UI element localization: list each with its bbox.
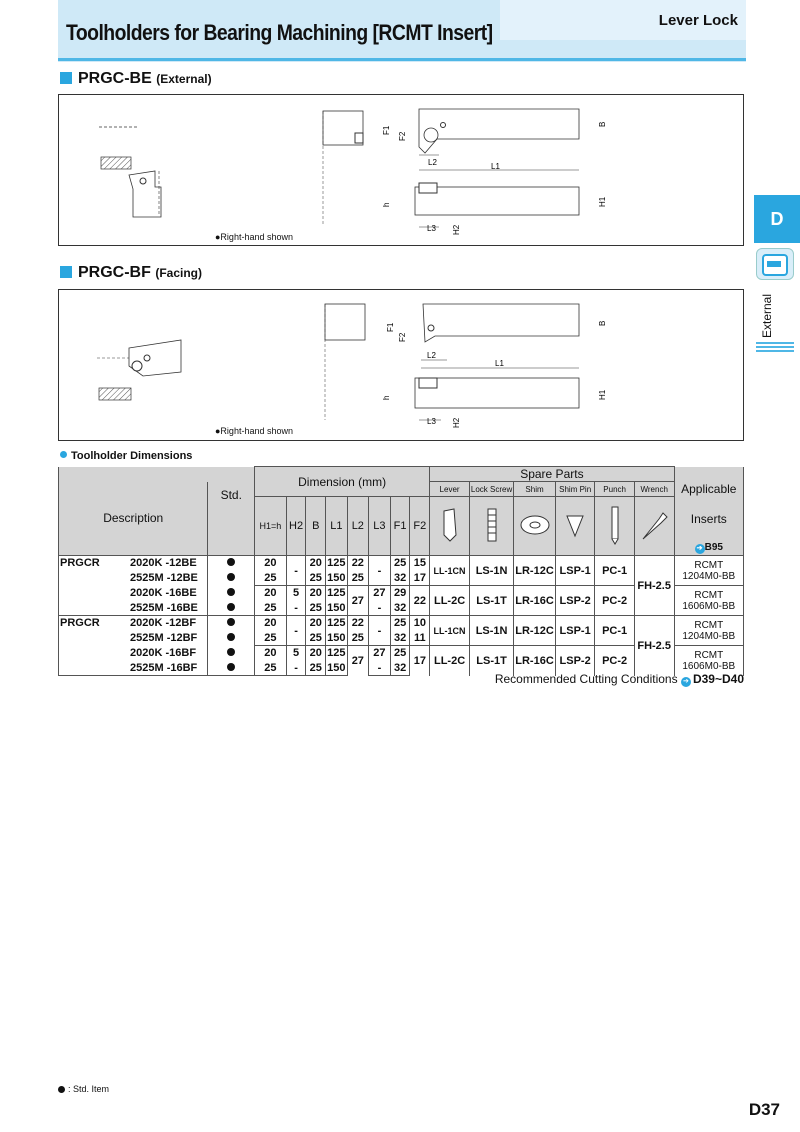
table-cell: RCMT 1606M0-BB [674,586,743,616]
table-cell: - [286,616,306,646]
arrow-icon: ➔ [681,677,691,687]
table-cell: 25 [306,631,326,646]
table-cell: 2525M -12BF [59,631,208,646]
table-cell: LSP-2 [555,646,595,676]
std-bullet-icon [227,558,235,566]
f2-header: F2 [410,497,430,556]
table-cell: 17 [410,571,430,586]
table-cell: 32 [390,631,410,646]
table-cell: - [369,556,391,586]
table-cell: 10 [410,616,430,631]
table-cell: RCMT 1204M0-BB [674,616,743,646]
bf-f2-label: F2 [398,332,407,342]
table-cell: LR-12C [514,556,556,586]
table-cell: 32 [390,571,410,586]
table-cell: 20 [306,646,326,661]
std-bullet-icon [227,573,235,581]
table-cell: LSP-2 [555,586,595,616]
table-cell: - [286,661,306,676]
bf-b-label: B [598,320,607,326]
table-cell: 11 [410,631,430,646]
lock-screw-icon [469,497,513,556]
external-tool-icon [756,248,794,280]
bf-h1-label: H1 [598,389,607,400]
h1-label: H1 [598,196,607,207]
table-cell: 25 [306,601,326,616]
table-cell: 27 [347,586,369,616]
table-cell: 17 [410,646,430,676]
footnote: : Std. Item [58,1084,109,1094]
table-cell: PRGCR 2020K -12BF [59,616,208,631]
table-cell: 15 [410,556,430,571]
section-prgc-be-heading: PRGC-BE (External) [60,70,212,88]
h2-header: H2 [286,497,306,556]
shim-pin-header: Shim Pin [555,482,595,497]
table-cell: LS-1T [469,586,513,616]
table-cell: 32 [390,601,410,616]
page-number: D37 [748,1100,780,1119]
table-cell: 32 [390,661,410,676]
table-cell [208,586,255,601]
table-cell: 2020K -16BF [59,646,208,661]
toolholder-dimensions-heading: Toolholder Dimensions [60,450,192,462]
table-cell: 25 [255,631,287,646]
inserts-header: Inserts [674,497,743,541]
table-cell: 150 [327,601,346,614]
right-hand-note: ●Right-hand shown [215,232,293,242]
table-cell: 25 [306,661,326,676]
spare-parts-header: Spare Parts [430,467,674,482]
std-header: Std. [208,482,255,556]
table-cell: 20 [255,646,287,661]
header-rule [58,58,746,61]
table-cell: 25 [347,571,369,586]
table-cell: 25 [255,601,287,616]
table-cell: LL-1CN [430,556,470,586]
table-cell: 2525M -16BE [59,601,208,616]
table-cell: 125 [327,587,346,600]
table-cell: 29 [390,586,410,601]
table-cell: 25 [390,616,410,631]
l3-label: L3 [427,224,436,233]
table-cell: 22 [410,586,430,616]
punch-icon [595,497,634,556]
table-cell: 2525M -12BE [59,571,208,586]
table-cell: - [286,601,306,616]
table-cell: 5 [286,586,306,601]
h2-label: H2 [452,224,461,235]
table-cell: 20 [306,586,326,601]
b-header: B [306,497,326,556]
f1-header: F1 [390,497,410,556]
l2-label: L2 [428,158,437,167]
table-cell: 20 [255,586,287,601]
prgc-bf-drawing [59,290,745,442]
table-cell: RCMT 1204M0-BB [674,556,743,586]
table-cell [208,631,255,646]
bf-h2-label: H2 [452,417,461,428]
shim-pin-icon [555,497,595,556]
wrench-header: Wrench [634,482,674,497]
h-label: h [382,202,391,207]
table-cell: LR-12C [514,616,556,646]
section-prgc-bf-heading: PRGC-BF (Facing) [60,264,202,282]
b95-ref: ➔ B95 [674,541,743,556]
table-cell: 20 [255,556,287,571]
table-cell: 27 [347,646,369,676]
external-label: External [760,293,774,338]
section-d-tab[interactable]: D [754,195,800,243]
std-bullet-icon [227,633,235,641]
table-cell: 125 [327,557,346,570]
table-cell: LS-1N [469,556,513,586]
right-hand-note-2: ●Right-hand shown [215,426,293,436]
table-cell [208,616,255,631]
applicable-header: Applicable [674,482,743,497]
table-cell: - [369,601,391,616]
f2-label: F2 [398,131,407,141]
arrow-icon: ➔ [695,544,705,554]
table-cell [208,661,255,676]
table-cell: 2525M -16BF [59,661,208,676]
table-cell: LL-1CN [430,616,470,646]
std-bullet-icon [227,663,235,671]
dimension-group-header: Dimension (mm) [255,467,430,497]
table-cell: 150 [327,631,346,644]
table-row [59,556,744,571]
table-row [59,616,744,631]
prgc-be-figure [58,94,744,246]
table-cell: 5 [286,646,306,661]
table-cell: 20 [306,616,326,631]
h1-header: H1=h [255,497,287,556]
l1-label: L1 [491,162,500,171]
table-cell: FH-2.5 [634,616,674,676]
shim-icon [514,497,556,556]
table-cell: - [369,661,391,676]
table-cell: 25 [347,631,369,646]
table-cell: 22 [347,616,369,631]
table-cell: PC-1 [595,556,634,586]
table-cell: LR-16C [514,586,556,616]
prgc-be-drawing [59,95,745,247]
lever-icon [430,497,470,556]
table-cell: LL-2C [430,586,470,616]
lever-lock-label: Lever Lock [658,12,738,29]
table-cell: LSP-1 [555,616,595,646]
std-bullet-icon [227,603,235,611]
table-cell: 27 [369,586,391,601]
table-cell: LL-2C [430,646,470,676]
side-stripes [756,342,794,354]
table-cell: 125 [327,647,346,660]
wrench-icon [634,497,674,556]
table-cell: 2020K -16BE [59,586,208,601]
f1-label: F1 [382,125,391,135]
table-cell: LS-1N [469,616,513,646]
table-cell: 25 [390,556,410,571]
bf-l1-label: L1 [495,359,504,368]
table-cell: 25 [255,661,287,676]
table-cell [208,571,255,586]
bf-l2-label: L2 [427,351,436,360]
table-cell: RCMT 1606M0-BB [674,646,743,676]
table-cell [208,646,255,661]
table-cell: PC-2 [595,646,634,676]
page-title: Toolholders for Bearing Machining [RCMT Insert] [66,20,493,45]
table-cell: 150 [327,661,346,674]
table-cell: - [369,616,391,646]
prgc-bf-figure [58,289,744,441]
table-cell: FH-2.5 [634,556,674,616]
table-cell: PC-1 [595,616,634,646]
table-cell: 22 [347,556,369,571]
table-cell: 150 [327,571,346,584]
table-cell: 125 [327,617,346,630]
table-cell: 27 [369,646,391,661]
lever-header: Lever [430,482,470,497]
table-cell: 20 [306,556,326,571]
b-label: B [598,121,607,127]
table-cell: 20 [255,616,287,631]
std-bullet-icon [58,1086,65,1093]
table-cell: LR-16C [514,646,556,676]
table-cell: LSP-1 [555,556,595,586]
l2-header: L2 [347,497,369,556]
description-header: Description [59,482,208,556]
shim-header: Shim [514,482,556,497]
l3-header: L3 [369,497,391,556]
table-cell: 25 [255,571,287,586]
table-cell: 25 [306,571,326,586]
recommended-cutting-conditions[interactable]: Recommended Cutting Conditions ➔ D39~D40 [494,672,744,686]
table-cell: LS-1T [469,646,513,676]
desc-cell: PRGCR 2020K -12BE [59,556,208,571]
punch-header: Punch [595,482,634,497]
bf-f1-label: F1 [386,322,395,332]
table-cell: - [286,556,306,586]
l1-header: L1 [326,497,347,556]
table-cell [59,467,255,482]
std-bullet-icon [227,588,235,596]
lock-screw-header: Lock Screw [469,482,513,497]
std-bullet-icon [227,618,235,626]
table-cell [674,467,743,482]
table-cell [208,556,255,571]
toolholder-dimensions-table [58,466,744,676]
table-cell: 25 [390,646,410,661]
table-cell: PC-2 [595,586,634,616]
table-cell [208,601,255,616]
bf-l3-label: L3 [427,417,436,426]
std-bullet-icon [227,648,235,656]
bf-h-label: h [382,395,391,400]
